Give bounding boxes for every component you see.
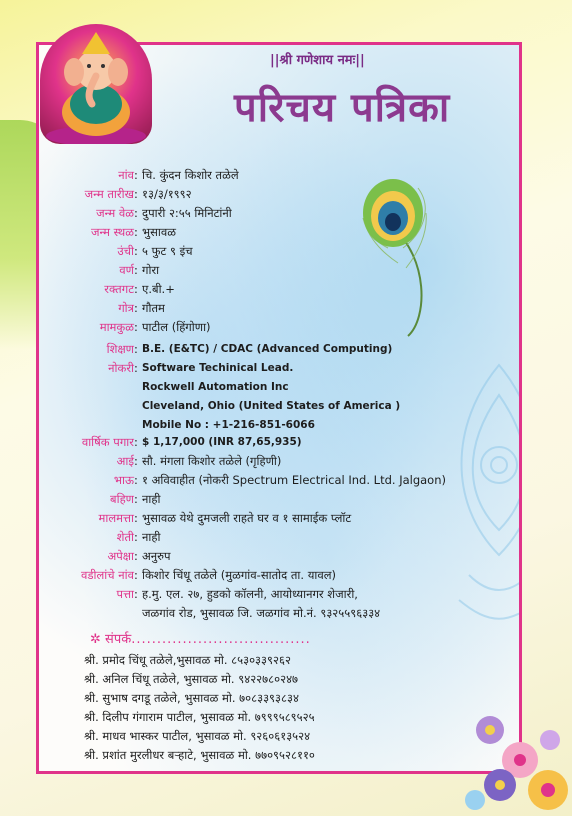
detail-row xyxy=(0,261,572,279)
detail-row xyxy=(0,416,572,434)
detail-colon: : xyxy=(134,168,138,182)
detail-row xyxy=(0,299,572,317)
detail-row xyxy=(0,340,572,358)
contact-item: श्री. माधव भास्कर पाटील, भुसावळ मो. ९२६०६१३५२४ xyxy=(84,729,311,743)
detail-row xyxy=(0,585,572,603)
detail-label: नोकरी xyxy=(108,361,134,375)
detail-colon: : xyxy=(134,530,138,544)
detail-value: Software Techinical Lead. xyxy=(142,362,294,374)
detail-row xyxy=(0,185,572,203)
detail-row xyxy=(0,566,572,584)
detail-row xyxy=(0,433,572,451)
detail-colon: : xyxy=(134,435,138,449)
detail-label: जन्म तारीख xyxy=(84,187,134,201)
detail-colon: : xyxy=(134,225,138,239)
detail-value: ह.मु. एल. २७, हुडको कॉलनी, आयोध्यानगर शेजारी, xyxy=(142,587,358,601)
detail-value: भुसावळ येथे दुमजली राहते घर व १ सामाईक प्लॉट xyxy=(142,511,352,525)
detail-label: वडीलांचे नांव xyxy=(80,568,134,582)
detail-row xyxy=(0,318,572,336)
detail-colon: : xyxy=(134,342,138,356)
detail-row xyxy=(0,509,572,527)
detail-value: १३/३/१९९२ xyxy=(142,187,192,201)
detail-value: १ अविवाहीत (नोकरी Spectrum Electrical Ind. Ltd. Jalgaon) xyxy=(142,473,446,487)
flower-decoration xyxy=(460,650,572,816)
detail-label: मामकुळ xyxy=(99,320,134,334)
detail-label: गोत्र xyxy=(118,301,134,315)
detail-value: अनुरुप xyxy=(142,549,171,563)
detail-label: शिक्षण xyxy=(106,342,134,356)
contact-heading: ✲ संपर्क................................... xyxy=(90,632,311,647)
detail-value: नाही xyxy=(142,530,161,544)
detail-colon: : xyxy=(134,282,138,296)
ganesha-image xyxy=(40,24,152,144)
detail-colon: : xyxy=(134,187,138,201)
detail-value: Mobile No : +1-216-851-6066 xyxy=(142,419,315,431)
detail-row xyxy=(0,490,572,508)
detail-label: शेती xyxy=(116,530,134,544)
detail-label: वर्ण xyxy=(119,263,134,277)
page-title: परिचय पत्रिका xyxy=(234,85,451,131)
detail-colon: : xyxy=(134,454,138,468)
detail-value: जळगांव रोड, भुसावळ जि. जळगांव मो.नं. ९३२५५९६३३४ xyxy=(142,606,381,620)
detail-value: Rockwell Automation Inc xyxy=(142,381,289,393)
detail-label: भाऊ xyxy=(113,473,134,487)
contact-item: श्री. प्रमोद चिंधू तळेले,भुसावळ मो. ८५३०३३९२६२ xyxy=(84,653,291,667)
detail-row xyxy=(0,166,572,184)
star-icon: ✲ xyxy=(90,632,106,647)
contact-item: श्री. अनिल चिंधू तळेले, भुसावळ मो. ९४२२७८०२४७ xyxy=(84,672,299,686)
detail-value: $ 1,17,000 (INR 87,65,935) xyxy=(142,436,302,448)
detail-value: B.E. (E&TC) / CDAC (Advanced Computing) xyxy=(142,343,393,355)
detail-colon: : xyxy=(134,263,138,277)
detail-row xyxy=(0,280,572,298)
detail-label: उंची xyxy=(117,244,134,258)
detail-colon: : xyxy=(134,549,138,563)
detail-value: Cleveland, Ohio (United States of America ) xyxy=(142,400,401,412)
detail-colon: : xyxy=(134,492,138,506)
detail-label: आई xyxy=(116,454,134,468)
detail-colon: : xyxy=(134,320,138,334)
detail-value: किशोर चिंधू तळेले (मुळगांव-सातोद ता. यावल) xyxy=(142,568,337,582)
detail-row xyxy=(0,223,572,241)
detail-label: वार्षिक पगार xyxy=(81,435,134,449)
detail-row xyxy=(0,547,572,565)
detail-label: रक्तगट xyxy=(104,282,134,296)
detail-label: बहिण xyxy=(110,492,134,506)
detail-row xyxy=(0,242,572,260)
detail-value: दुपारी २:५५ मिनिटांनी xyxy=(142,206,232,220)
detail-colon: : xyxy=(134,473,138,487)
detail-label: नांव xyxy=(118,168,134,182)
detail-row xyxy=(0,471,572,489)
detail-colon: : xyxy=(134,361,138,375)
contact-item: श्री. सुभाष दगडू तळेले, भुसावळ मो. ७०८३३९३८३४ xyxy=(84,691,299,705)
detail-label: पत्ता xyxy=(116,587,134,601)
detail-value: गोरा xyxy=(142,263,160,277)
detail-label: अपेक्षा xyxy=(107,549,134,563)
detail-label: जन्म स्थळ xyxy=(90,225,134,239)
detail-value: नाही xyxy=(142,492,161,506)
detail-row xyxy=(0,397,572,415)
detail-colon: : xyxy=(134,301,138,315)
detail-row xyxy=(0,528,572,546)
detail-value: गौतम xyxy=(142,301,165,315)
detail-value: पाटील (हिंगोणा) xyxy=(142,320,211,334)
contact-item: श्री. प्रशांत मुरलीधर बऱ्हाटे, भुसावळ मो. ७७०९५२८११० xyxy=(84,748,315,762)
contact-item: श्री. दिलीप गंगाराम पाटील, भुसावळ मो. ७९९९५८९५२५ xyxy=(84,710,315,724)
detail-row xyxy=(0,452,572,470)
detail-row xyxy=(0,204,572,222)
detail-value: ५ फुट ९ इंच xyxy=(142,244,193,258)
detail-colon: : xyxy=(134,244,138,258)
invocation-text: ||श्री गणेशाय नमः|| xyxy=(270,53,365,68)
detail-row xyxy=(0,378,572,396)
detail-value: सौ. मंगला किशोर तळेले (गृहिणी) xyxy=(142,454,282,468)
detail-label: जन्म वेळ xyxy=(96,206,134,220)
detail-value: चि. कुंदन किशोर तळेले xyxy=(142,168,239,182)
detail-colon: : xyxy=(134,587,138,601)
detail-row xyxy=(0,359,572,377)
detail-colon: : xyxy=(134,511,138,525)
detail-value: ए.बी.+ xyxy=(142,282,175,296)
detail-value: भुसावळ xyxy=(142,225,176,239)
detail-row xyxy=(0,604,572,622)
detail-colon: : xyxy=(134,568,138,582)
detail-label: मालमत्ता xyxy=(98,511,134,525)
detail-colon: : xyxy=(134,206,138,220)
